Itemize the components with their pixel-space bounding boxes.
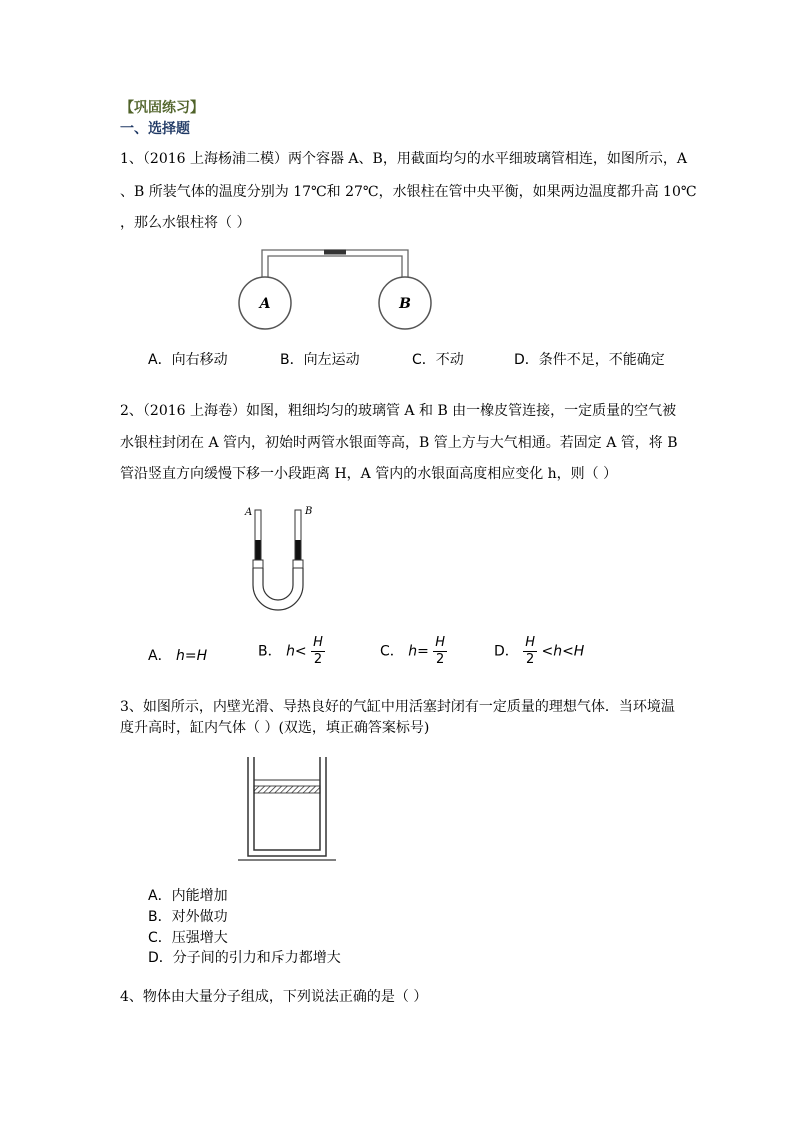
q2-option-d-prefix: D． — [494, 643, 519, 660]
q1-figure-label-a: A — [259, 296, 271, 312]
q2-option-a — [148, 645, 207, 665]
q3-text-line-1: 3、如图所示，内壁光滑、导热良好的气缸中用活塞封闭有一定质量的理想气体．当环境温 — [120, 699, 675, 715]
q2-option-d-fraction — [523, 635, 537, 668]
q1-option-b: B．向左运动 — [280, 352, 360, 368]
q1-figure-two-containers — [230, 240, 440, 340]
q2-text-line-1: 2、（2016 上海卷）如图，粗细均匀的玻璃管 A 和 B 由一橡皮管连接，一定质量的空气被 — [120, 403, 677, 419]
q3-option-a: A．内能增加 — [148, 888, 228, 904]
q2-option-c — [380, 635, 447, 668]
q2-text-line-2: 水银柱封闭在 A 管内，初始时两管水银面等高，B 管上方与大气相通。若固定 A 管，将 B — [120, 435, 678, 451]
fraction-denominator: 2 — [436, 652, 445, 667]
section-label: 【巩固练习】 — [120, 100, 204, 116]
q2-option-a-expression: h=H — [176, 648, 208, 664]
q2-option-c-expression: h= — [408, 643, 429, 660]
fraction-numerator: H — [313, 635, 323, 650]
q1-text-line-1: 1、（2016 上海杨浦二模）两个容器 A、B，用截面均匀的水平细玻璃管相连，如图所示，A — [120, 151, 687, 167]
q2-option-d-expression: <h<H — [541, 643, 585, 660]
q3-option-d: D．分子间的引力和斥力都增大 — [148, 950, 341, 966]
q2-option-c-prefix: C． — [380, 643, 404, 660]
q3-option-b: B．对外做功 — [148, 909, 228, 925]
fraction-numerator: H — [525, 635, 536, 650]
q2-option-c-fraction — [433, 635, 447, 668]
q3-option-c: C．压强增大 — [148, 930, 228, 946]
q1-figure-label-b: B — [399, 296, 411, 312]
q2-figure-label-b: B — [305, 506, 313, 517]
q1-option-c: C．不动 — [412, 352, 464, 368]
fraction-denominator: 2 — [313, 652, 323, 667]
q2-figure-u-tube — [236, 500, 326, 625]
fraction-denominator: 2 — [525, 652, 535, 667]
q2-figure-label-a: A — [245, 507, 253, 518]
fraction-numerator: H — [435, 635, 446, 650]
q3-text-line-2: 度升高时，缸内气体（ ）(双选，填正确答案标号) — [120, 720, 430, 736]
q2-option-b — [258, 635, 325, 668]
q2-option-a-prefix: A． — [148, 648, 172, 664]
q2-option-d — [494, 635, 584, 668]
q3-figure-cylinder — [236, 752, 340, 866]
section-title: 一、选择题 — [120, 121, 190, 137]
q4-text-line-1: 4、物体由大量分子组成，下列说法正确的是（ ） — [120, 989, 428, 1005]
q2-text-line-3: 管沿竖直方向缓慢下移一小段距离 H，A 管内的水银面高度相应变化 h，则（ ） — [120, 466, 618, 482]
q2-option-b-expression: h< — [286, 643, 307, 660]
q2-option-b-prefix: B． — [258, 643, 282, 660]
q1-text-line-3: ，那么水银柱将（ ） — [120, 215, 251, 231]
q2-option-b-fraction — [311, 635, 325, 668]
q1-text-line-2: 、B 所装气体的温度分别为 17℃和 27℃，水银柱在管中央平衡，如果两边温度都升高 10℃ — [120, 184, 697, 200]
q1-option-a: A．向右移动 — [148, 352, 228, 368]
q1-option-d: D．条件不足，不能确定 — [514, 352, 665, 368]
